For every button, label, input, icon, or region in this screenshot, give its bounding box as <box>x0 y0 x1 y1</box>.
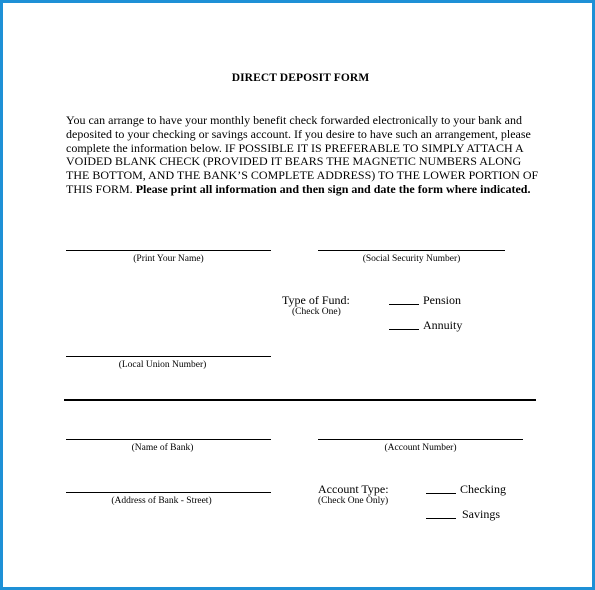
checking-option[interactable] <box>426 482 506 497</box>
account-number-line[interactable] <box>318 439 523 440</box>
savings-label: Savings <box>462 507 501 521</box>
intro-bold-text: Please print all information and then sign and date the form where indicated. <box>135 181 531 196</box>
pension-label: Pension <box>423 293 462 307</box>
ssn-caption: (Social Security Number) <box>362 254 461 264</box>
print-name-caption: (Print Your Name) <box>133 254 204 264</box>
savings-option[interactable] <box>426 507 500 522</box>
annuity-label: Annuity <box>423 318 463 332</box>
account-number-caption: (Account Number) <box>384 443 457 453</box>
pension-checkbox-line[interactable] <box>389 294 419 305</box>
annuity-option[interactable] <box>389 318 462 333</box>
print-name-line[interactable] <box>66 250 271 251</box>
savings-checkbox-line[interactable] <box>426 508 456 519</box>
checking-checkbox-line[interactable] <box>426 483 456 494</box>
fund-type-hint: (Check One) <box>292 307 341 317</box>
section-divider <box>64 399 536 401</box>
intro-paragraph <box>66 114 546 197</box>
fund-type-label: Type of Fund: <box>282 293 350 307</box>
account-type-hint: (Check One Only) <box>318 496 389 506</box>
intro-text: You can arrange to have your monthly benefit check forwarded electronically to your bank and deposited to your checking or savings account. If you desire to have such an arrangement, please complete the information below. IF POSSIBLE IT IS PREFERABLE TO SIMPLY ATTACH A VOIDED BLANK CHECK (PROVIDED IT BEARS THE MAGNETIC NUMBERS ALONG THE BOTTOM, AND THE BANK’S COMPLETE ADDRESS) TO THE LOWER PORTION OF THIS FORM. <box>66 113 539 196</box>
checking-label: Checking <box>460 482 506 496</box>
bank-name-line[interactable] <box>66 439 271 440</box>
annuity-checkbox-line[interactable] <box>389 319 419 330</box>
bank-name-caption: (Name of Bank) <box>131 443 194 453</box>
bank-address-line[interactable] <box>66 492 271 493</box>
form-title: DIRECT DEPOSIT FORM <box>231 72 370 84</box>
bank-address-caption: (Address of Bank - Street) <box>111 496 212 506</box>
pension-option[interactable] <box>389 293 461 308</box>
local-union-line[interactable] <box>66 356 271 357</box>
account-type-label: Account Type: <box>318 482 389 496</box>
ssn-line[interactable] <box>318 250 505 251</box>
local-union-caption: (Local Union Number) <box>118 360 207 370</box>
